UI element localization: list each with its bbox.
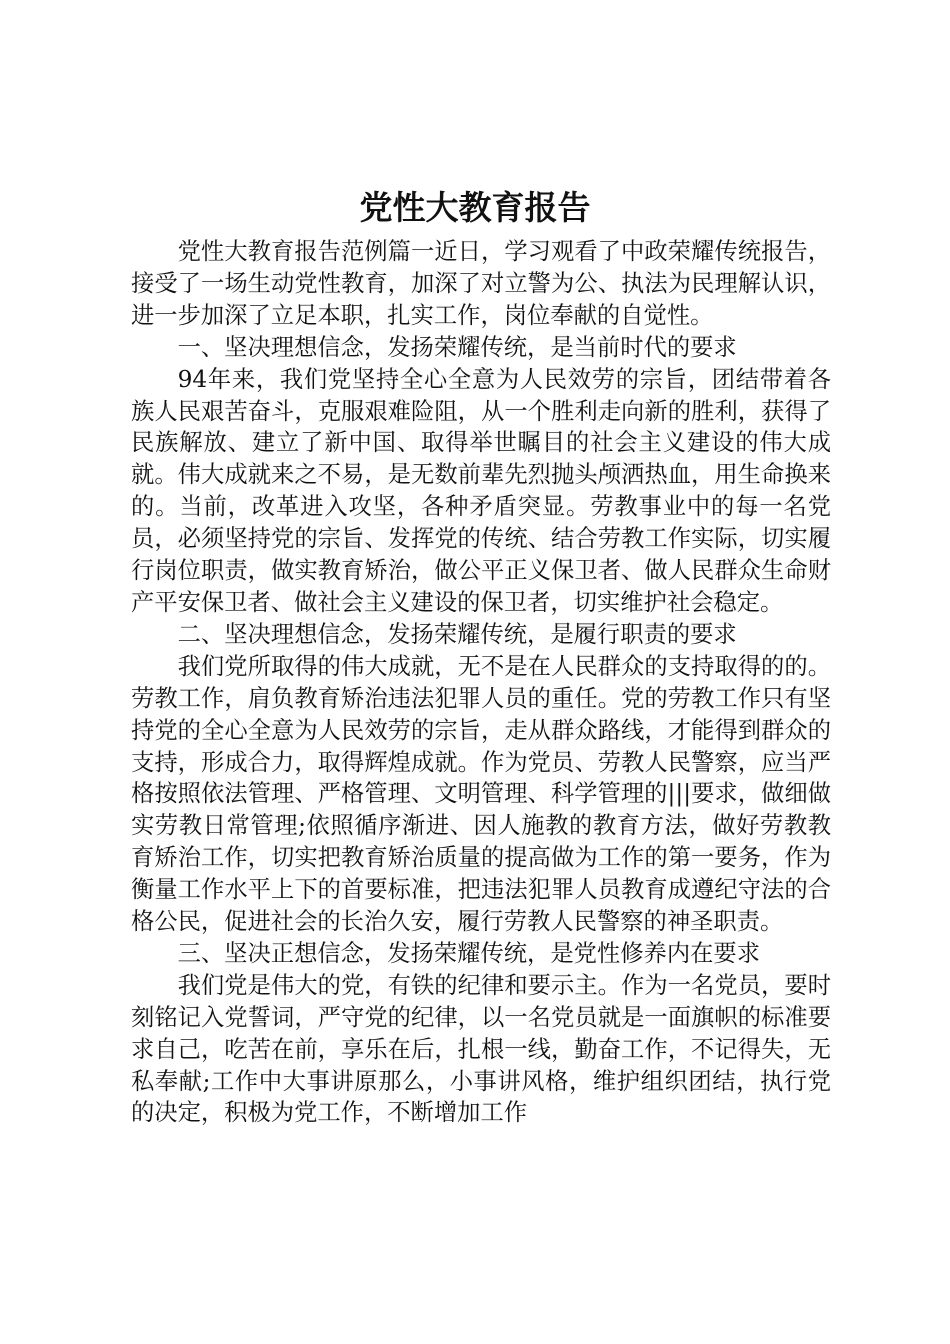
- section-heading-3: 三、坚决正想信念，发扬荣耀传统，是党性修养内在要求: [177, 939, 761, 967]
- body-paragraph: 94年来，我们党坚持全心全意为人民效劳的宗旨，团结带着各族人民艰苦奋斗，克服艰难险阻，从一个胜利走向新的胜利，获得了民族解放、建立了新中国、取得举世瞩目的社会主义建设的伟大成就。伟大成就来之不易，是无数前辈先烈抛头颅洒热血，用生命换来的。当前，改革进入攻坚，各种矛盾突显。劳教事业中的每一名党员，必须坚持党的宗旨、发挥党的传统、结合劳教工作实际，切实履行岗位职责，做实教育矫治，做公平正义保卫者、做人民群众生命财产平安保卫者、做社会主义建设的保卫者，切实维护社会稳定。: [131, 365, 831, 616]
- section-heading-1: 一、坚决理想信念，发扬荣耀传统，是当前时代的要求: [177, 333, 737, 361]
- document-body: [131, 236, 831, 1129]
- body-paragraph: 我们党是伟大的党，有铁的纪律和要示主。作为一名党员，要时刻铭记入党誓词，严守党的纪律，以一名党员就是一面旗帜的标准要求自己，吃苦在前，享乐在后，扎根一线，勤奋工作，不记得失，无私奉献;工作中大事讲原那么，小事讲风格，维护组织团结，执行党的决定，积极为党工作，不断增加工作: [131, 971, 831, 1127]
- document-title: 党性大教育报告: [359, 188, 591, 227]
- section-heading-2: 二、坚决理想信念，发扬荣耀传统，是履行职责的要求: [177, 620, 737, 648]
- body-paragraph: 我们党所取得的伟大成就，无不是在人民群众的支持取得的的。劳教工作，肩负教育矫治违法犯罪人员的重任。党的劳教工作只有坚持党的全心全意为人民效劳的宗旨，走从群众路线，才能得到群众的支持，形成合力，取得辉煌成就。作为党员、劳教人民警察，应当严格按照依法管理、严格管理、文明管理、科学管理的|||要求，做细做实劳教日常管理;依照循序渐进、因人施教的教育方法，做好劳教教育矫治工作，切实把教育矫治质量的提高做为工作的第一要务，作为衡量工作水平上下的首要标准，把违法犯罪人员教育成遵纪守法的合格公民，促进社会的长治久安，履行劳教人民警察的神圣职责。: [131, 652, 831, 936]
- intro-paragraph: 党性大教育报告范例篇一近日，学习观看了中政荣耀传统报告，接受了一场生动党性教育，加深了对立警为公、执法为民理解认识，进一步加深了立足本职，扎实工作，岗位奉献的自觉性。: [131, 238, 831, 329]
